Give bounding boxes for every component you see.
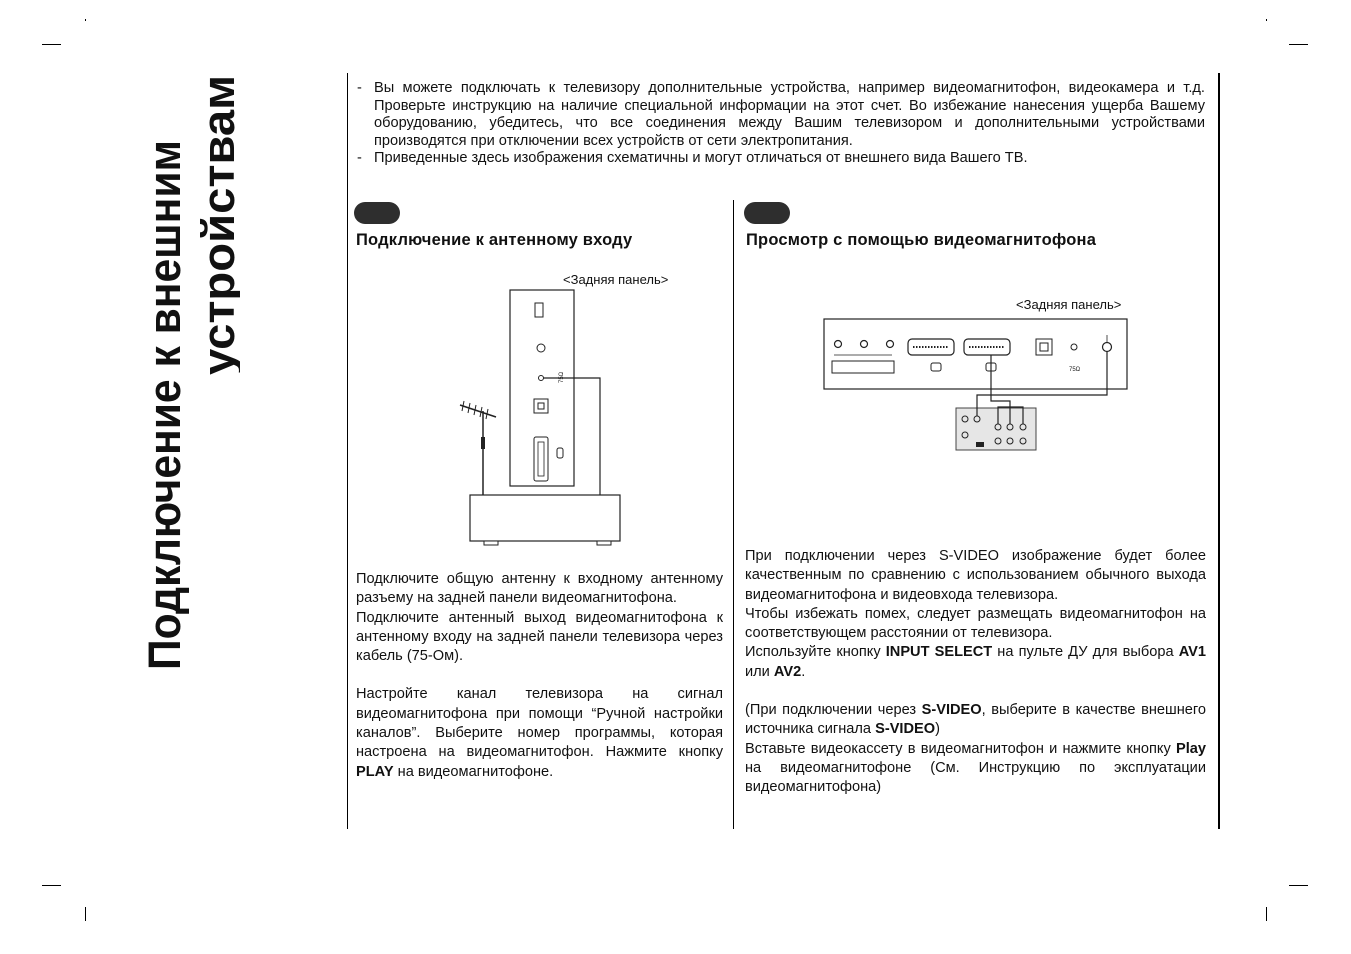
crop-mark <box>1289 44 1308 45</box>
crop-mark <box>1266 907 1267 921</box>
play-key-label: PLAY <box>356 763 394 780</box>
crop-mark <box>42 44 61 45</box>
section-title-vcr: Просмотр с помощью видеомагнитофона <box>746 231 1097 249</box>
column-rule-left <box>347 73 348 829</box>
s-video-label: S-VIDEO <box>921 702 982 719</box>
paragraph: (При подключении через S-VIDEO, выберите в качестве внешнего источника сигнала S-VIDEO) <box>745 702 1206 738</box>
crop-mark <box>1289 885 1308 886</box>
av2-label: AV2 <box>773 663 802 680</box>
vcr-connection-diagram <box>820 315 1132 455</box>
antenna-instructions <box>356 570 723 782</box>
rear-panel-label: <Задняя панель> <box>1016 297 1122 312</box>
side-title-line1: Подключение к внешним <box>140 109 190 670</box>
input-select-key-label: INPUT SELECT <box>885 644 993 661</box>
side-title <box>140 70 240 680</box>
paragraph: Используйте кнопку INPUT SELECT на пульте ДУ для выбора AV1 или AV2. <box>745 644 1207 680</box>
bullet-dash: - <box>357 150 362 166</box>
section-badge-left <box>354 202 400 224</box>
crop-mark <box>42 885 61 886</box>
paragraph: Подключите общую антенну к входному антенному разъему на задней панели видеомагнитофона. <box>356 571 723 607</box>
paragraph: Настройте канал телевизора на сигнал видеомагнитофона при помощи “Ручной настройки каналов”. Выберите номер программы, которая настроена на видеомагнитофон. Нажмите кнопку PLAY на видеомагнитофоне. <box>356 686 723 780</box>
paragraph: При подключении через S-VIDEO изображение будет более качественным по сравнению с использованием обычного выхода видеомагнитофона и видеовхода телевизора. <box>745 548 1206 603</box>
rear-panel-label: <Задняя панель> <box>563 272 669 287</box>
crop-dot <box>1266 19 1267 21</box>
intro-bullet <box>357 80 1205 150</box>
bullet-dash: - <box>357 80 362 96</box>
vcr-instructions <box>745 547 1206 798</box>
play-key-label: Play <box>1175 740 1206 757</box>
intro-notes <box>357 80 1205 168</box>
paragraph: Чтобы избежать помех, следует размещать видеомагнитофон на соответствующем расстоянии от телевизора. <box>745 605 1206 642</box>
section-badge-right <box>744 202 790 224</box>
intro-bullet-text: Приведенные здесь изображения схематичны и могут отличаться от внешнего вида Вашего ТВ. <box>374 150 1028 166</box>
av1-label: AV1 <box>1178 644 1207 661</box>
column-rule-middle <box>733 200 734 829</box>
crop-dot <box>85 19 86 21</box>
antenna-connection-diagram <box>450 285 630 550</box>
section-title-antenna: Подключение к антенному входу <box>356 231 633 249</box>
ohm-label: 75Ω <box>1069 367 1081 373</box>
s-video-label: S-VIDEO <box>875 721 936 738</box>
side-title-line2: устройствам <box>193 88 240 375</box>
intro-bullet <box>357 150 1205 168</box>
ohm-label: 75Ω <box>559 371 565 383</box>
column-rule-right <box>1218 73 1220 829</box>
paragraph: Вставьте видеокассету в видеомагнитофон и нажмите кнопку Play на видеомагнитофоне (См. Инструкцию по эксплуатации видеомагнитофона) <box>745 740 1206 796</box>
paragraph: Подключите антенный выход видеомагнитофона к антенному входу на задней панели телевизора через кабель (75-Ом). <box>356 609 723 665</box>
intro-bullet-text: Вы можете подключать к телевизору дополнительные устройства, например видеомагнитофон, видеокамера и т.д. Проверьте инструкцию на наличие специальной информации на этот счет. Во избежание нанесения ущерба Вашему оборудованию, убедитесь, что все соединения между Вашим телевизором и дополнительными устройствами производятся при отключении всех устройств от сети электропитания. <box>374 80 1205 149</box>
crop-mark <box>85 907 86 921</box>
